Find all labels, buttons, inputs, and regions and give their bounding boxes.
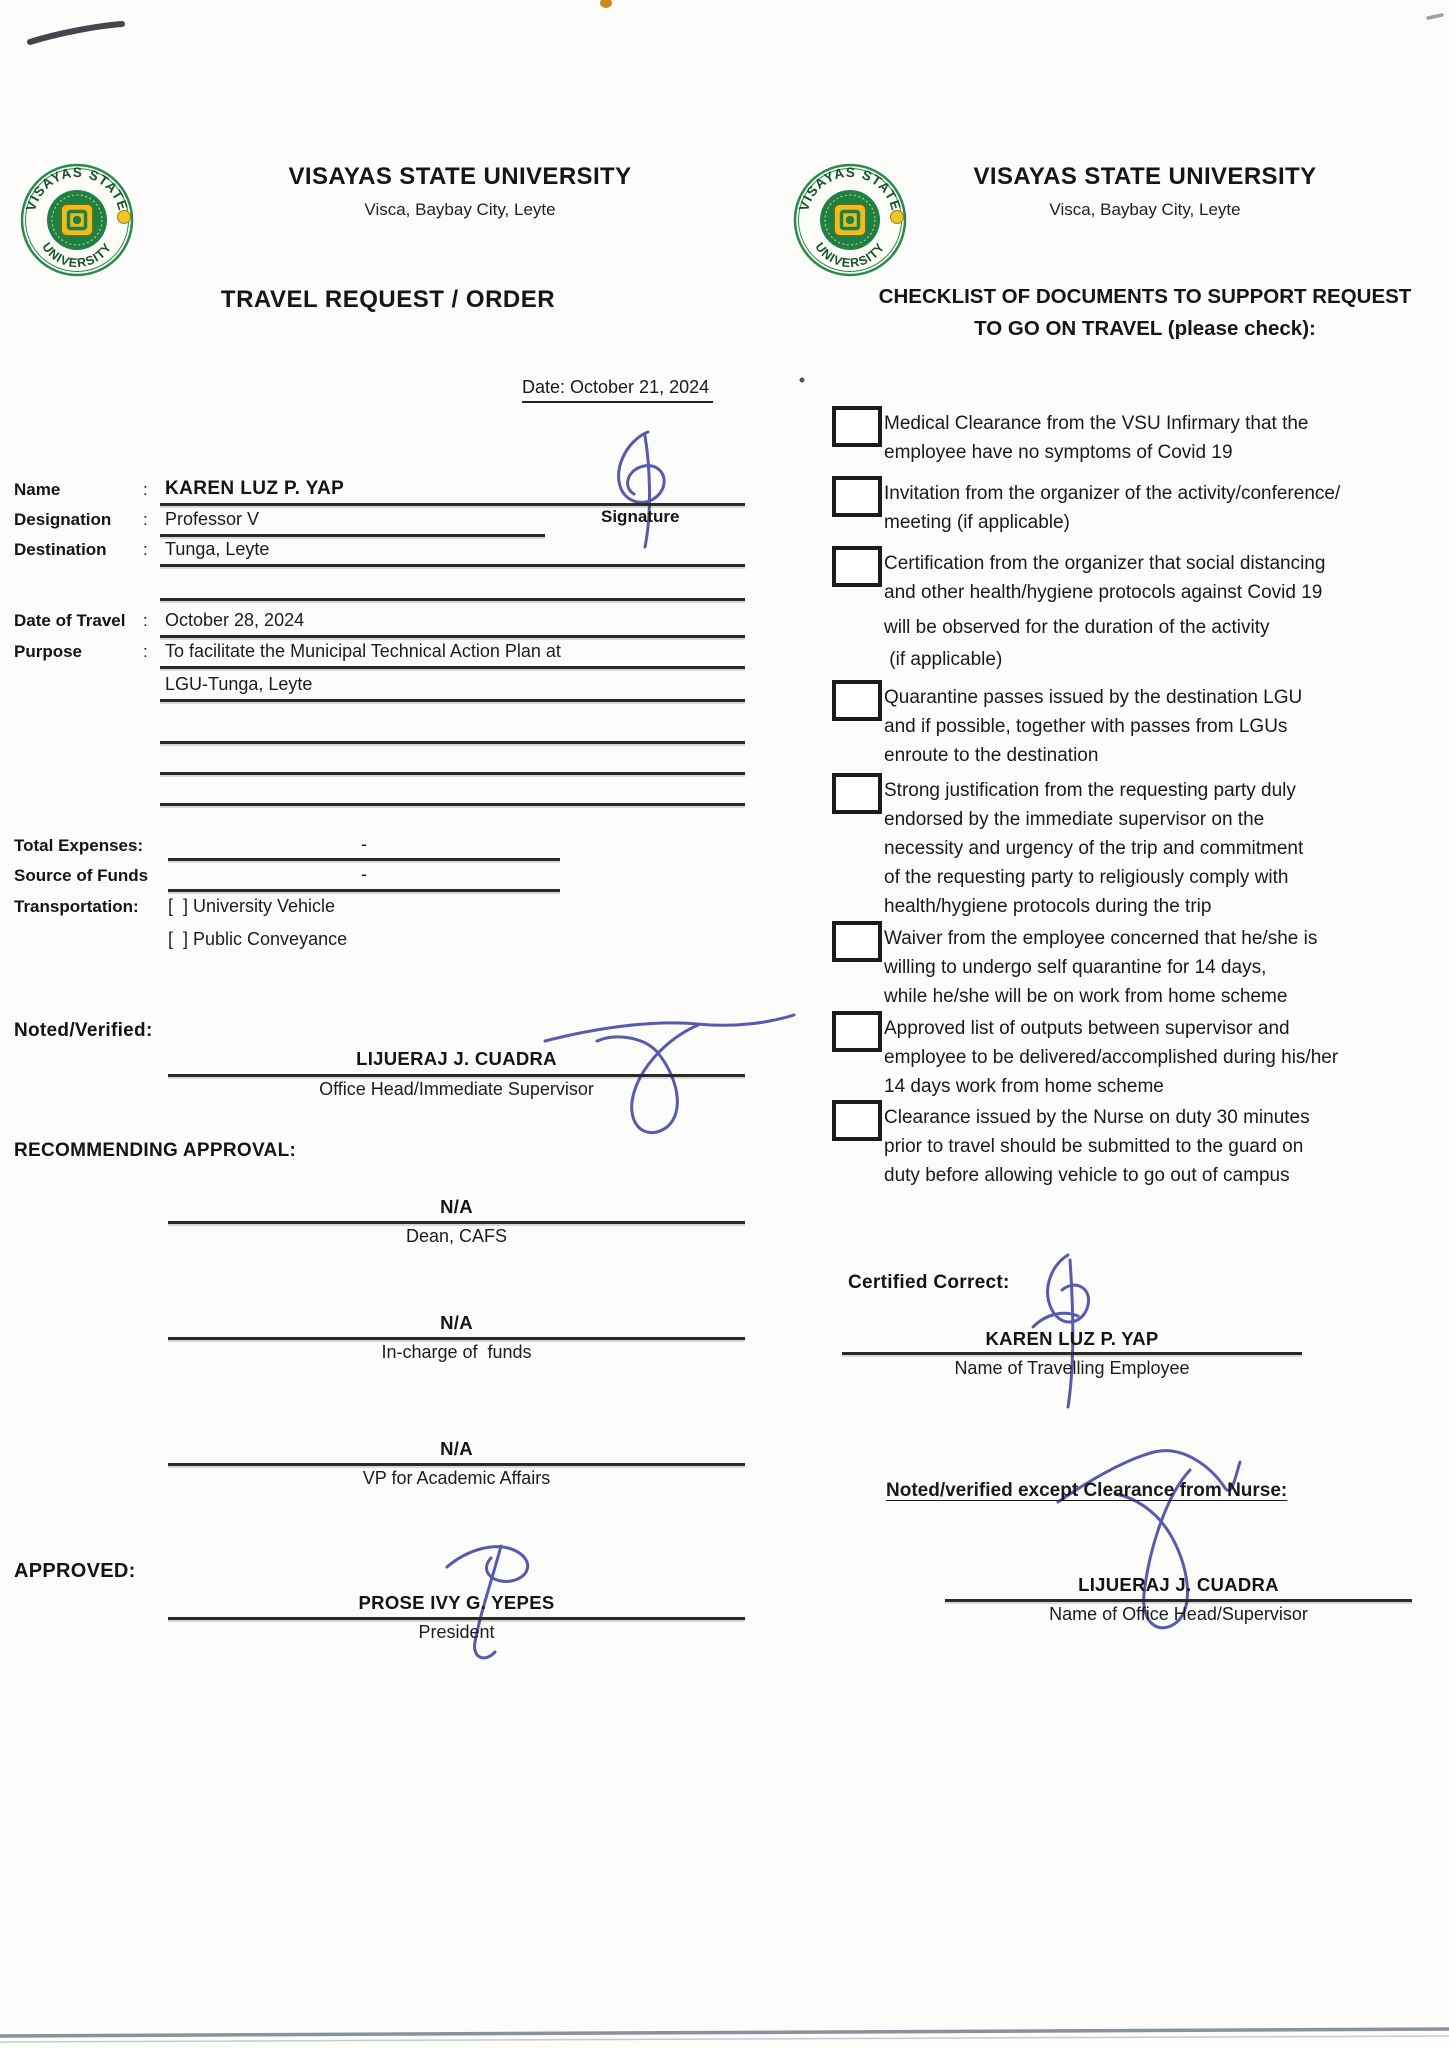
destination-label: Destination <box>14 540 107 559</box>
university-address-right: Visca, Baybay City, Leyte <box>1049 200 1241 219</box>
checklist-item-5-line-5: health/hygiene protocols during the trip <box>884 896 1212 917</box>
checklist-item-4-line-2: and if possible, together with passes from LGUs <box>884 716 1288 737</box>
checklist-item-3-line-3: will be observed for the duration of the activity <box>884 617 1270 638</box>
checklist-item-5-line-2: endorsed by the immediate supervisor on the <box>884 809 1265 830</box>
date-of-travel-label: Date of Travel <box>14 611 126 630</box>
noted-verified-heading: Noted/Verified: <box>14 1020 153 1041</box>
approved-title: President <box>418 1622 495 1642</box>
checklist-item-4-line-1: Quarantine passes issued by the destination LGU <box>884 687 1303 708</box>
approved-name: PROSE IVY G. YEPES <box>358 1592 555 1613</box>
purpose-underline-2 <box>160 699 745 702</box>
approver-funds-name: N/A <box>440 1312 473 1333</box>
signature-caption: Signature <box>601 507 680 526</box>
blank-line-1 <box>160 598 745 601</box>
checklist-item-5-line-1: Strong justification from the requesting party duly <box>884 780 1296 801</box>
checklist-item-8-line-2: prior to travel should be submitted to the guard on <box>884 1136 1304 1157</box>
university-name-left: VISAYAS STATE UNIVERSITY <box>288 163 632 190</box>
checklist-item-3-line-1: Certification from the organizer that social distancing <box>884 553 1326 574</box>
approver-dean-name: N/A <box>440 1196 473 1217</box>
scan-mark-top-right <box>1428 15 1442 18</box>
total-expenses-label: Total Expenses: <box>14 836 144 855</box>
name-label: Name <box>14 480 61 499</box>
destination-underline <box>160 564 745 567</box>
date-of-travel-value: October 28, 2024 <box>165 610 305 630</box>
destination-value: Tunga, Leyte <box>165 539 270 559</box>
name-colon: : <box>143 480 148 499</box>
approved-heading: APPROVED: <box>14 1560 136 1582</box>
purpose-value-line2: LGU-Tunga, Leyte <box>165 674 313 694</box>
purpose-label: Purpose <box>14 642 83 661</box>
checklist-item-8-line-1: Clearance issued by the Nurse on duty 30 minutes <box>884 1107 1310 1128</box>
approver-dean-underline <box>168 1221 745 1224</box>
purpose-colon: : <box>143 642 148 661</box>
checklist-item-1-line-1: Medical Clearance from the VSU Infirmary that the <box>884 413 1309 434</box>
approver-vp-underline <box>168 1463 745 1466</box>
blank-line-4 <box>160 803 745 806</box>
noted-except-name: LIJUERAJ J. CUADRA <box>1078 1574 1279 1595</box>
checkbox-nurse-clearance <box>832 1100 882 1141</box>
destination-colon: : <box>143 540 148 559</box>
recommending-approval-heading: RECOMMENDING APPROVAL: <box>14 1140 297 1161</box>
total-expenses-value: - <box>361 834 367 854</box>
checklist-item-2-line-2: meeting (if applicable) <box>884 512 1070 533</box>
checkbox-invitation <box>832 476 882 517</box>
university-name-right: VISAYAS STATE UNIVERSITY <box>973 163 1317 190</box>
purpose-underline-1 <box>160 666 745 669</box>
approver-vp-title: VP for Academic Affairs <box>362 1468 551 1488</box>
designation-value: Professor V <box>165 509 260 529</box>
source-of-funds-value: - <box>361 864 367 884</box>
checklist-item-7-line-3: 14 days work from home scheme <box>884 1076 1164 1097</box>
checkbox-medical-clearance <box>832 406 882 447</box>
noted-verified-title: Office Head/Immediate Supervisor <box>319 1079 594 1099</box>
designation-underline <box>160 534 545 537</box>
noted-except-underline <box>945 1599 1412 1602</box>
date-field: Date: October 21, 2024 <box>522 377 713 403</box>
approver-dean-title: Dean, CAFS <box>405 1226 508 1246</box>
certified-name: KAREN LUZ P. YAP <box>985 1328 1159 1349</box>
scan-bottom-edge-line <box>0 2029 1449 2036</box>
transportation-label: Transportation: <box>14 897 139 916</box>
certified-underline <box>842 1352 1302 1355</box>
blank-line-3 <box>160 772 745 775</box>
date-of-travel-colon: : <box>143 611 148 630</box>
checklist-item-5-line-4: of the requesting party to religiously comply with <box>884 867 1289 888</box>
certified-correct-heading: Certified Correct: <box>848 1272 1010 1293</box>
noted-verified-name: LIJUERAJ J. CUADRA <box>356 1048 557 1069</box>
certified-title: Name of Travelling Employee <box>954 1358 1190 1378</box>
noted-verified-underline <box>168 1074 745 1077</box>
checklist-item-8-line-3: duty before allowing vehicle to go out of campus <box>884 1165 1290 1186</box>
checklist-item-4-line-3: enroute to the destination <box>884 745 1099 766</box>
approved-underline <box>168 1617 745 1620</box>
checkbox-certification <box>832 546 882 587</box>
noted-except-heading: Noted/verified except Clearance from Nurse: <box>886 1480 1288 1501</box>
blank-line-2 <box>160 741 745 744</box>
checklist-item-3-line-2: and other health/hygiene protocols against Covid 19 <box>884 582 1323 603</box>
designation-label: Designation <box>14 510 112 529</box>
checkbox-approved-outputs <box>832 1011 882 1052</box>
checklist-item-2-line-1: Invitation from the organizer of the activity/conference/ <box>884 483 1341 504</box>
checklist-title-line2: TO GO ON TRAVEL (please check): <box>974 317 1316 340</box>
vsu-logo-left <box>17 160 137 280</box>
transportation-option-public-conveyance: [ ] Public Conveyance <box>168 929 348 949</box>
approver-funds-underline <box>168 1337 745 1340</box>
scan-mark-top-left <box>30 24 122 42</box>
scan-dot-above-checklist <box>800 378 805 383</box>
checklist-item-5-line-3: necessity and urgency of the trip and commitment <box>884 838 1304 859</box>
purpose-value-line1: To facilitate the Municipal Technical Action Plan at <box>165 641 561 661</box>
noted-except-title: Name of Office Head/Supervisor <box>1049 1604 1308 1624</box>
checklist-item-6-line-3: while he/she will be on work from home scheme <box>884 986 1288 1007</box>
checklist-item-6-line-2: willing to undergo self quarantine for 14 days, <box>884 957 1267 978</box>
checklist-item-7-line-2: employee to be delivered/accomplished during his/her <box>884 1047 1339 1068</box>
name-underline <box>160 503 745 506</box>
signature-employee-top <box>619 432 665 547</box>
checklist-item-7-line-1: Approved list of outputs between supervisor and <box>884 1018 1290 1039</box>
checklist-title-line1: CHECKLIST OF DOCUMENTS TO SUPPORT REQUEST <box>878 285 1412 308</box>
checkbox-waiver <box>832 921 882 962</box>
source-of-funds-label: Source of Funds <box>14 866 149 885</box>
approver-funds-title: In-charge of funds <box>381 1342 532 1362</box>
form-title: TRAVEL REQUEST / ORDER <box>220 286 556 313</box>
checkbox-quarantine-passes <box>832 680 882 721</box>
total-expenses-underline <box>168 858 560 861</box>
scan-mark-orange-dot <box>600 0 612 8</box>
transportation-option-university-vehicle: [ ] University Vehicle <box>168 896 336 916</box>
checkbox-strong-justification <box>832 773 882 814</box>
approver-vp-name: N/A <box>440 1438 473 1459</box>
date-of-travel-underline <box>160 635 745 638</box>
scan-bottom-edge-line-faint <box>0 2036 1449 2042</box>
designation-colon: : <box>143 510 148 529</box>
checklist-item-1-line-2: employee have no symptoms of Covid 19 <box>884 442 1233 463</box>
university-address-left: Visca, Baybay City, Leyte <box>364 200 556 219</box>
checklist-item-6-line-1: Waiver from the employee concerned that he/she is <box>884 928 1318 949</box>
name-value: KAREN LUZ P. YAP <box>165 478 345 499</box>
source-of-funds-underline <box>168 889 560 892</box>
checklist-item-3-line-4: (if applicable) <box>884 649 1003 670</box>
